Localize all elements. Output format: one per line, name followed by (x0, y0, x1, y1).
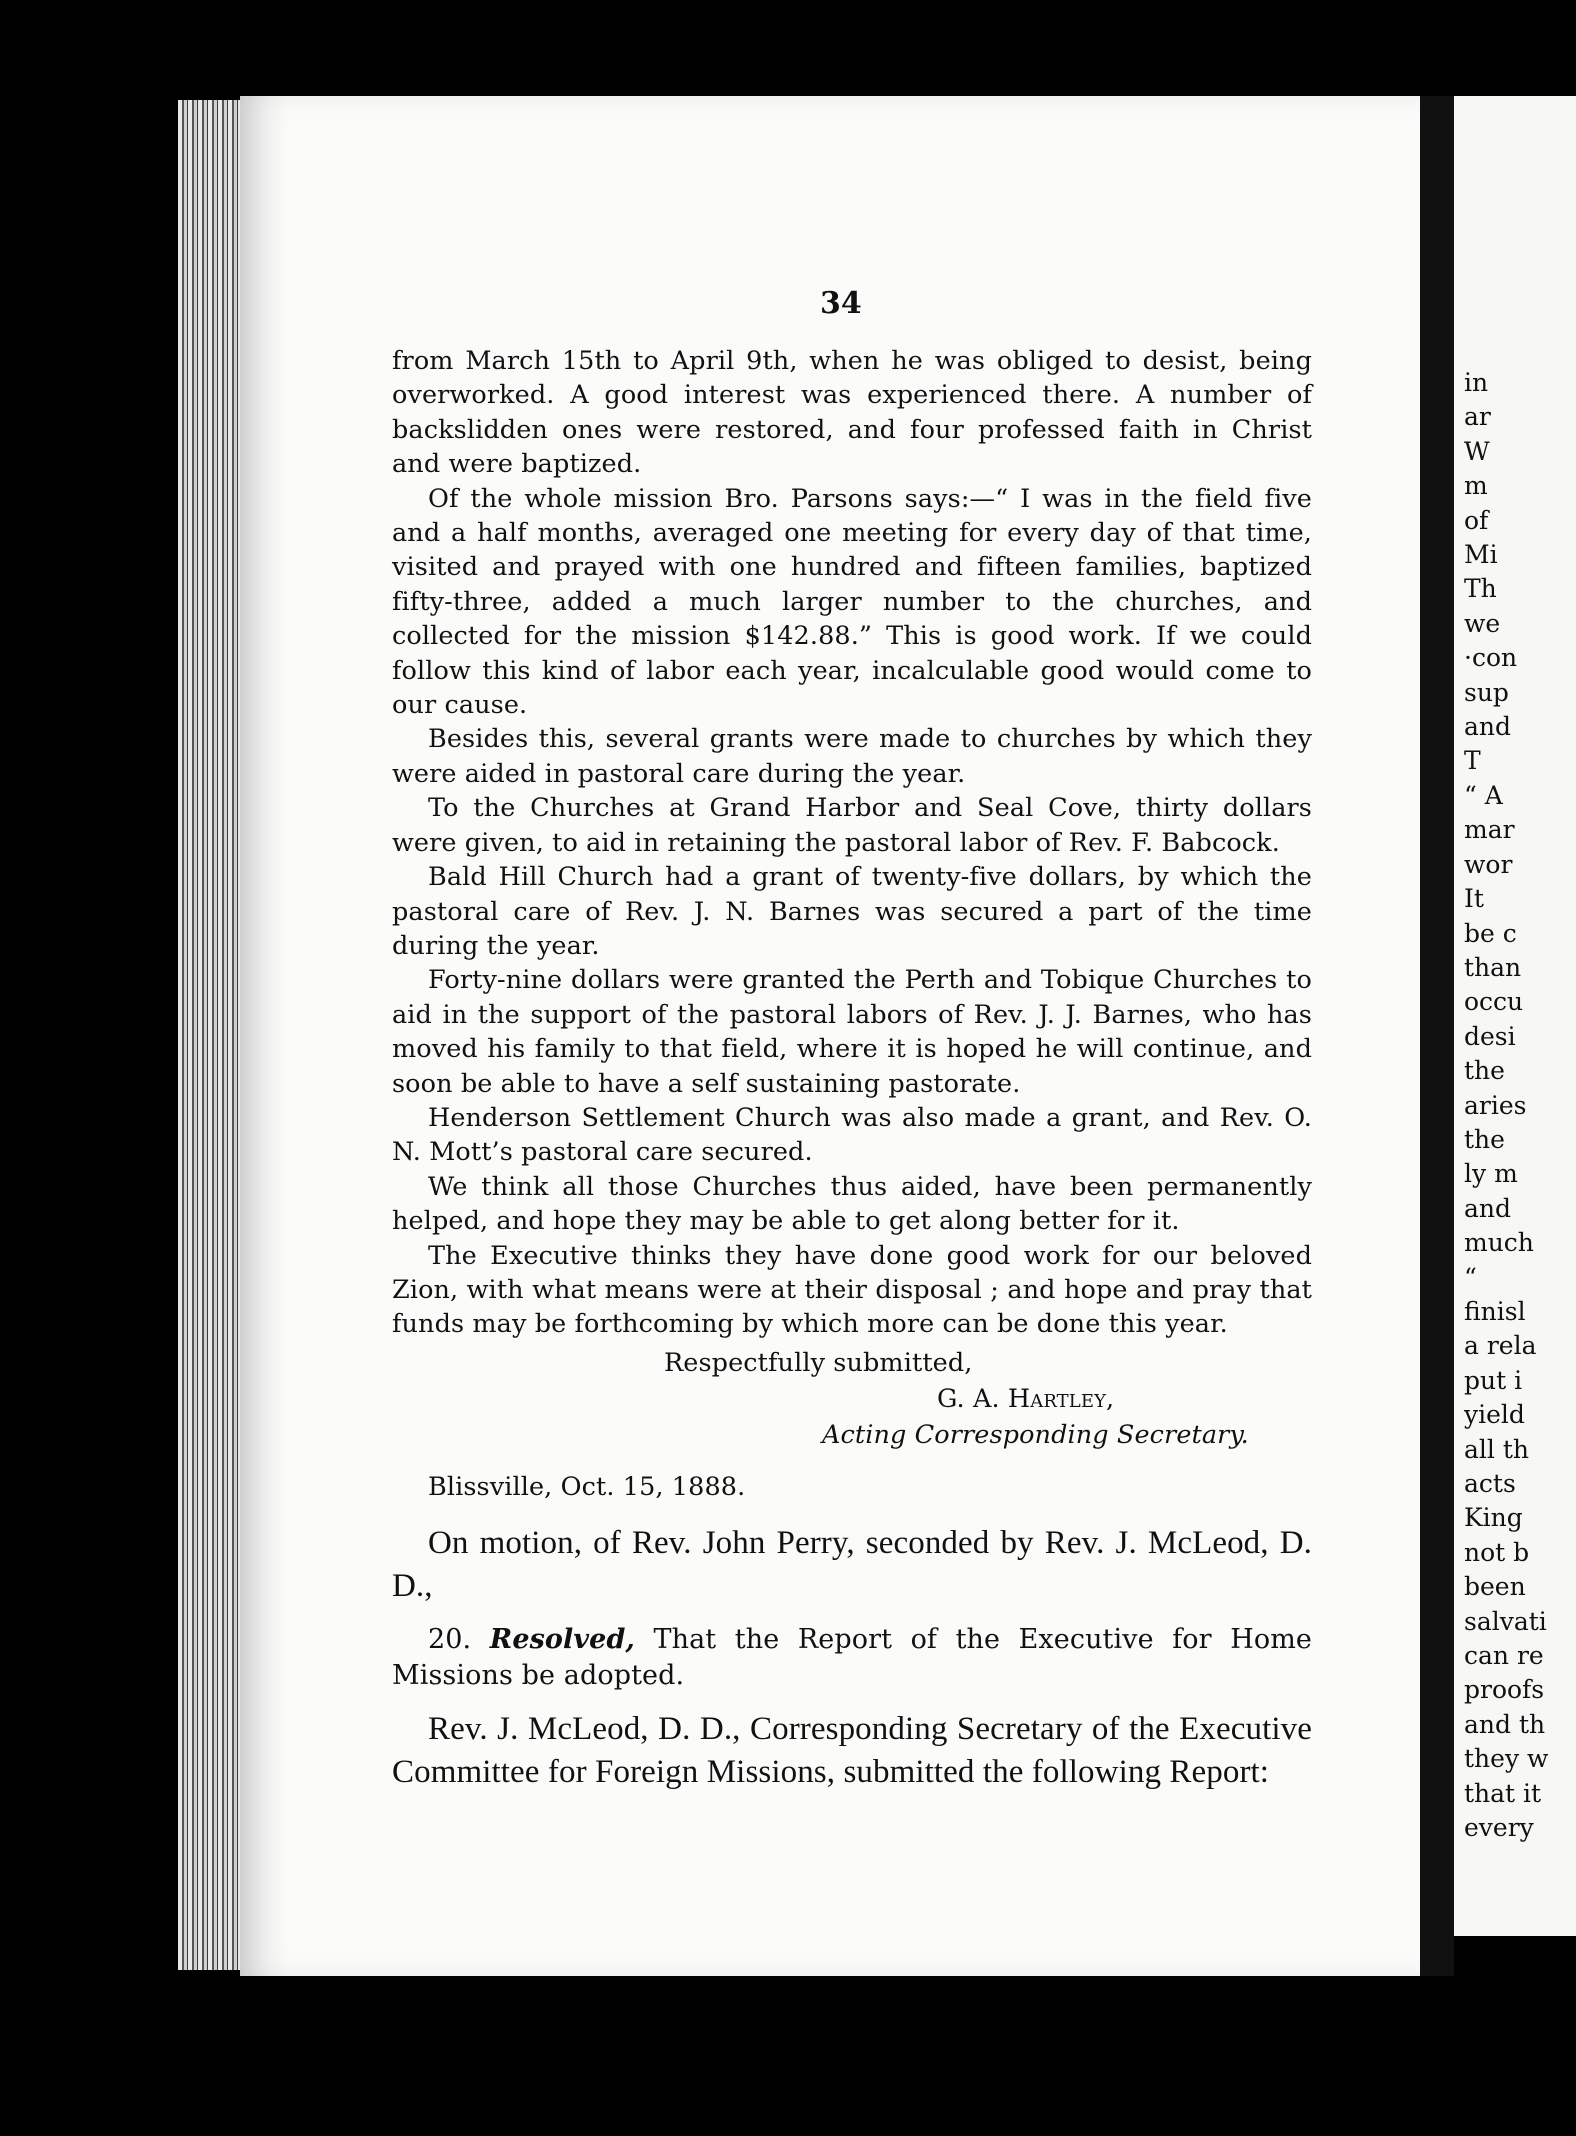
resolution (392, 1622, 1312, 1694)
facing-page-line: the (1464, 1124, 1505, 1154)
facing-page-line: Th (1464, 574, 1497, 604)
paragraph: We think all those Churches thus aided, have been permanently helped, and hope they may be able to get along better for it. (392, 1171, 1312, 1237)
facing-page-line: “ A (1464, 780, 1503, 810)
facing-page-line: T (1464, 746, 1481, 776)
facing-page-line: Mi (1464, 540, 1498, 570)
facing-page-line: in (1464, 368, 1489, 397)
facing-page-line: be c (1464, 918, 1517, 948)
resolution-text: That the Report of the Executive for Home Missions be adopted. (392, 1624, 1312, 1692)
paragraph: To the Churches at Grand Harbor and Seal Cove, thirty dollars were given, to aid in retaining the pastoral labor of Rev. F. Babcock. (392, 793, 1312, 858)
facing-page-line: all th (1464, 1434, 1529, 1464)
facing-page-line: ·con (1464, 643, 1518, 673)
paragraph: Of the whole mission Bro. Parsons says:—“ I was in the field five and a half months, averaged one meeting for every day of that time, visited and prayed with one hundred and fifteen families, baptized fifty-three, added a much larger number to the churches, and collected for the mission $142.88.” This is good work. If we could follow this kind of labor each year, incalculable good would come to our cause. (392, 483, 1312, 721)
facing-page-line: that it (1464, 1778, 1542, 1808)
signature-name: G. A. Hartley, (937, 1383, 1115, 1414)
facing-page-line: desi (1464, 1021, 1516, 1051)
facing-page-line: been (1464, 1572, 1526, 1602)
facing-page-line: ly m (1464, 1159, 1518, 1189)
facing-page-line: aries (1464, 1090, 1527, 1120)
signature-block (392, 1342, 1312, 1470)
facing-page-line: finisl (1464, 1296, 1526, 1326)
page-edges (178, 100, 248, 1970)
paragraph: Forty-nine dollars were granted the Perth and Tobique Churches to aid in the support of the pastoral labors of Rev. J. J. Barnes, who has moved his family to that field, where it is hoped he will continue, and soon be able to have a self sustaining pastorate. (392, 965, 1312, 1099)
facing-page (1454, 96, 1576, 1936)
facing-page-line: of (1464, 505, 1489, 535)
report-body (392, 344, 1312, 1808)
facing-page-line: ar (1464, 402, 1491, 432)
facing-page-line: and (1464, 1193, 1512, 1223)
facing-page-line: salvati (1464, 1606, 1547, 1636)
facing-page-line: sup (1464, 677, 1509, 707)
facing-page-line: m (1464, 471, 1488, 501)
facing-page-line: It (1464, 884, 1484, 914)
signature-title: Acting Corresponding Secretary. (822, 1419, 1249, 1450)
facing-page-line: occu (1464, 987, 1524, 1017)
paragraph: The Executive thinks they have done good work for our beloved Zion, with what means were at their disposal ; and hope and pray that funds may be forthcoming by which more can be done this year. (392, 1240, 1312, 1340)
facing-page-line: W (1464, 436, 1490, 466)
facing-page-line: mar (1464, 815, 1515, 845)
minutes-section (392, 1522, 1312, 1794)
facing-page-line: not b (1464, 1537, 1530, 1567)
facing-page-line: the (1464, 1056, 1505, 1086)
facing-page-line: wor (1464, 849, 1513, 879)
book-spine (1420, 96, 1454, 1976)
resolution-number: 20. (428, 1624, 472, 1656)
facing-page-line: can re (1464, 1641, 1544, 1671)
facing-page-line: and (1464, 712, 1512, 742)
dateline: Blissville, Oct. 15, 1888. (428, 1471, 746, 1502)
facing-page-line: “ (1464, 1262, 1477, 1292)
paragraph: from March 15th to April 9th, when he was obliged to desist, being overworked. A good interest was experienced there. A number of backslidden ones were restored, and four professed faith in Christ and were baptized. (392, 346, 1312, 480)
facing-page-line: a rela (1464, 1331, 1537, 1361)
facing-page-line: acts (1464, 1469, 1516, 1498)
facing-page-line: proofs (1464, 1675, 1545, 1705)
facing-page-line: put i (1464, 1365, 1523, 1395)
facing-page-line: than (1464, 952, 1522, 982)
facing-page-line: much (1464, 1228, 1534, 1258)
paragraph: Henderson Settlement Church was also made a grant, and Rev. O. N. Mott’s pastoral care secured. (392, 1102, 1312, 1168)
facing-page-text (1464, 366, 1548, 1845)
submission-text: Rev. J. McLeod, D. D., Corresponding Secretary of the Executive Committee for Foreign Missions, submitted the following Report: (392, 1711, 1312, 1791)
facing-page-line: they w (1464, 1744, 1549, 1774)
resolved-word: Resolved, (489, 1624, 635, 1656)
facing-page-line: we (1464, 608, 1501, 638)
facing-page-line: yield (1464, 1400, 1525, 1430)
page-number: 34 (820, 286, 862, 321)
facing-page-line: and th (1464, 1709, 1546, 1739)
signature-closing: Respectfully submitted, (664, 1347, 973, 1378)
motion-text: On motion, of Rev. John Perry, seconded by Rev. J. McLeod, D. D., (392, 1525, 1312, 1605)
facing-page-line: every (1464, 1813, 1534, 1843)
paragraph: Bald Hill Church had a grant of twenty-five dollars, by which the pastoral care of Rev. J. N. Barnes was secured a part of the time during the year. (392, 862, 1312, 961)
paragraph: Besides this, several grants were made to churches by which they were aided in pastoral care during the year. (392, 724, 1312, 789)
facing-page-line: King (1464, 1503, 1523, 1533)
